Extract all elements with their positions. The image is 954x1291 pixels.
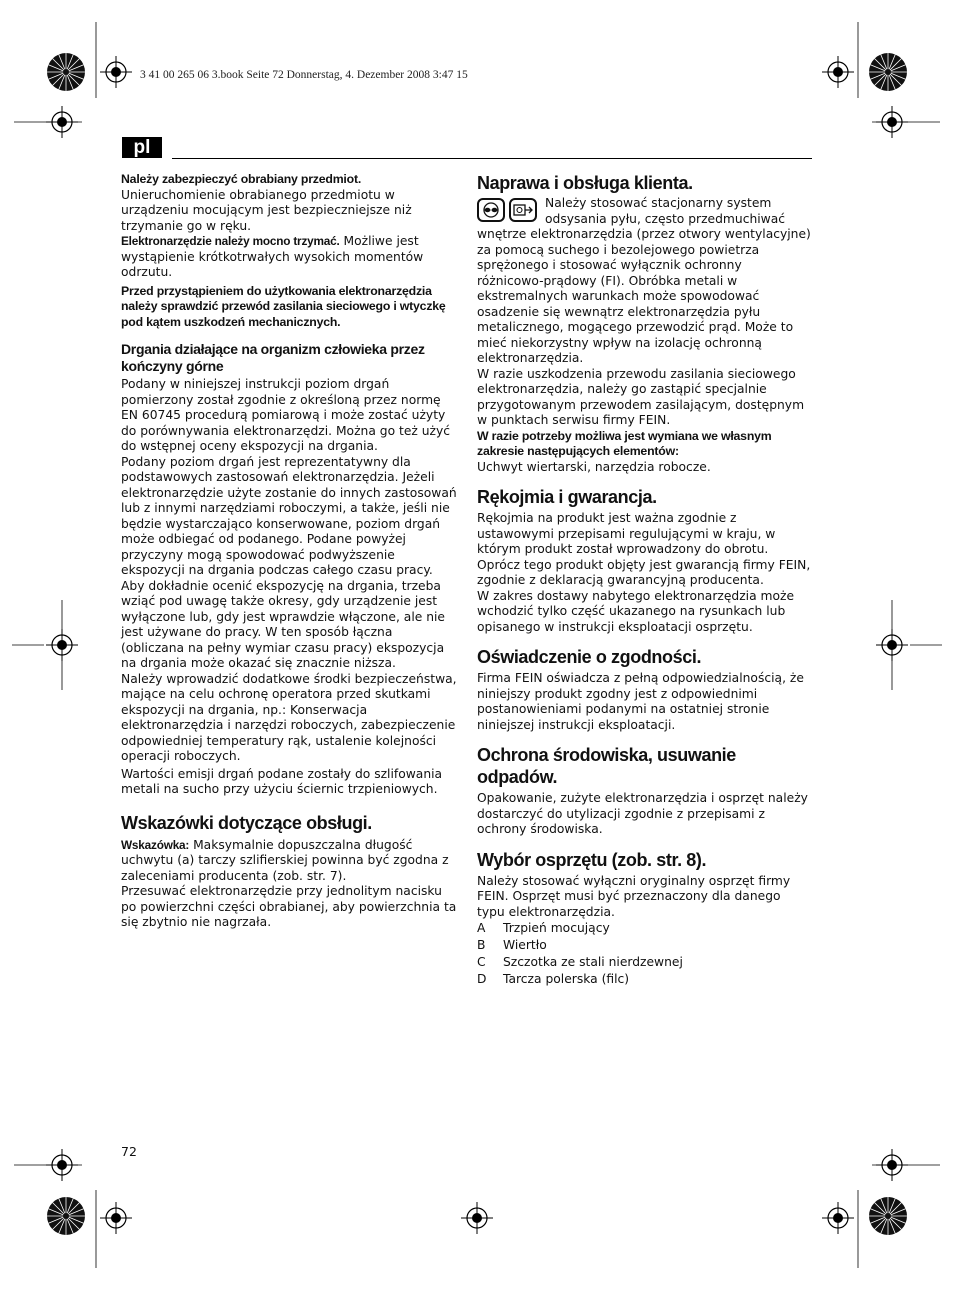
secure-workpiece-text: Unieruchomienie obrabianego przedmiotu w urządzeniu mocującym jest bezpieczniejsze niż trzymanie go w ręku. xyxy=(121,187,412,233)
operation-heading: Wskazówki dotyczące obsługi. xyxy=(121,812,372,833)
list-item-text: Szczotka ze stali nierdzewnej xyxy=(503,955,683,969)
icon-group xyxy=(477,198,537,222)
repair-replaceable-note: W razie potrzeby możliwa jest wymiana we własnym zakresie następujących elementów: xyxy=(477,428,772,458)
conformity-heading: Oświadczenie o zgodności. xyxy=(477,647,702,667)
operation-paragraph-2: Przesuwać elektronarzędzie przy jednolitym nacisku po powierzchni części obrabianej, aby powierzchnia ta się zbytnio nie nagrzała. xyxy=(121,884,457,929)
warranty-paragraph-1: Rękojmia na produkt jest ważna zgodnie z ustawowymi przepisami regulującymi w kraju, w którym produkt został wprowadzony do obrotu. Oprócz tego produkt objęty jest gwarancją firmy FEIN, zgodnie z deklaracją gwarancyjną producenta. xyxy=(477,511,811,587)
accessories-heading: Wybór osprzętu (zob. str. 8). xyxy=(477,849,707,870)
repair-paragraph-3: Uchwyt wiertarski, narzędzia robocze. xyxy=(477,459,711,474)
vibration-paragraph-4: Należy wprowadzić dodatkowe środki bezpieczeństwa, mające na celu ochronę operatora przed skutkami ekspozycji na drgania, np.: Konserwacja elektronarzędzia i narzędzi roboczych, zabezpieczenie odpowiedniej temperatury rąk, ustalenie kolejności operacji roboczych. xyxy=(121,671,457,763)
list-item xyxy=(477,920,812,937)
warranty-paragraph-2: W zakres dostawy nabytego elektronarzędzia może wchodzić tylko część ukazanego na rysunkach lub opisanego w instrukcji eksploatacji osprzętu. xyxy=(477,588,795,634)
safety-goggles-icon xyxy=(477,198,505,222)
hold-tool-text: Możliwe jest wystąpienie krótkotrwałych wysokich momentów odrzutu. xyxy=(121,234,424,279)
vibration-heading: Drgania działające na organizm człowieka przez kończyny górne xyxy=(121,341,425,374)
dust-extraction-icon xyxy=(509,198,537,222)
header-rule xyxy=(172,158,812,159)
environment-heading: Ochrona środowiska, usuwanie odpadów. xyxy=(477,745,736,787)
vibration-paragraph-1: Podany w niniejszej instrukcji poziom drgań pomierzony został zgodnie z określoną przez normę EN 60745 procedurą pomiarową i może zostać użyty do porównywania elektronarzędzi. Można go też użyć do wstępnej oceny ekspozycji na drgania. xyxy=(121,377,451,453)
vibration-paragraph-5: Wartości emisji drgań podane zostały do szlifowania metali na sucho przy użyciu ściernic trzpieniowych. xyxy=(121,766,443,796)
list-item-key: A xyxy=(477,921,486,935)
repair-paragraph-1: Należy stosować stacjonarny system odsysania pyłu, często przedmuchiwać wnętrze elektronarzędzia (przez otwory wentylacyjne) za pomocą suchego i bezolejowego powietrza sprężonego i stosować wyłącznik ochronny różnicowo-prądowy (FI). Obróbka metali w ekstremalnych warunkach może spowodować osadzenie się wewnątrz elektronarzędzia pyłu metalicznego, mogącego przewodzić prąd. Może to mieć niekorzystny wpływ na izolację ochronną elektronarzędzia. xyxy=(477,196,811,365)
hold-tool-note: Elektronarzędzie należy mocno trzymać. xyxy=(121,234,340,248)
secure-workpiece-note: Należy zabezpieczyć obrabiany przedmiot. xyxy=(121,172,362,186)
list-item-key: B xyxy=(477,938,486,952)
vibration-paragraph-3: Aby dokładnie ocenić ekspozycję na drgania, trzeba wziąć pod uwagę także okresy, gdy urządzenie jest wyłączone lub, gdy jest wprawdzie włączone, ale nie jest używane do pracy. W ten sposób łączna (obliczana na pełny wymiar czasu pracy) ekspozycja na drgania może okazać się znacznie niższa. xyxy=(121,578,445,670)
accessories-paragraph: Należy stosować wyłączni oryginalny osprzęt firmy FEIN. Osprzęt musi być przeznaczony dla danego typu elektronarzędzia. xyxy=(477,873,791,919)
list-item xyxy=(477,971,812,988)
list-item-text: Trzpień mocujący xyxy=(503,921,610,935)
operation-paragraph-1 xyxy=(121,838,457,885)
hold-tool-paragraph xyxy=(121,234,457,281)
list-item xyxy=(477,954,812,971)
conformity-paragraph: Firma FEIN oświadcza z pełną odpowiedzialnością, że niniejszy produkt zgodny jest z odpowiednimi postanowieniami podanymi na ostatniej stronie niniejszej instrukcji eksploatacji. xyxy=(477,671,804,732)
repair-paragraph-2: W razie uszkodzenia przewodu zasilania sieciowego elektronarzędzia, należy go zastąpić specjalnie przygotowanym przewodem zasilającym, dostępnym w punktach serwisu firmy FEIN. xyxy=(477,366,805,427)
list-item-key: C xyxy=(477,955,486,969)
page-number: 72 xyxy=(121,1144,137,1159)
list-item-text: Wiertło xyxy=(503,938,547,952)
list-item-text: Tarcza polerska (filc) xyxy=(503,972,630,986)
right-column xyxy=(477,172,812,988)
list-item xyxy=(477,937,812,954)
warranty-heading: Rękojmia i gwarancja. xyxy=(477,487,657,507)
repair-heading: Naprawa i obsługa klienta. xyxy=(477,173,693,193)
language-tag: pl xyxy=(122,137,162,158)
environment-paragraph: Opakowanie, zużyte elektronarzędzia i osprzęt należy dostarczyć do utylizacji zgodnie z przepisami z ochrony środowiska. xyxy=(477,791,808,836)
vibration-paragraph-2: Podany poziom drgań jest reprezentatywny dla podstawowych zastosowań elektronarzędzia. Jeżeli elektronarzędzie użyte zostanie do innych zastosowań lub z innymi narzędziami roboczymi, a także, jeśli nie będzie wystarczająco konserwowane, poziom drgań może odbiegać od podanego. Podane powyżej przyczyny mogą spowodować podwyższenie ekspozycji na drgania podczas całego czasu pracy. xyxy=(121,454,457,577)
accessories-list xyxy=(477,920,812,988)
file-header: 3 41 00 265 06 3.book Seite 72 Donnerstag, 4. Dezember 2008 3:47 15 xyxy=(140,69,468,81)
operation-hint-text: Maksymalnie dopuszczalna długość uchwytu (a) tarczy szlifierskiej powinna być zgodna z zaleceniami producenta (zob. str. 7). xyxy=(121,837,449,883)
operation-hint-label: Wskazówka: xyxy=(121,837,190,852)
left-column xyxy=(121,172,457,931)
list-item-key: D xyxy=(477,972,487,986)
check-cable-note: Przed przystąpieniem do użytkowania elektronarzędzia należy sprawdzić przewód zasilania sieciowego i wtyczkę pod kątem uszkodzeń mechanicznych. xyxy=(121,283,446,329)
